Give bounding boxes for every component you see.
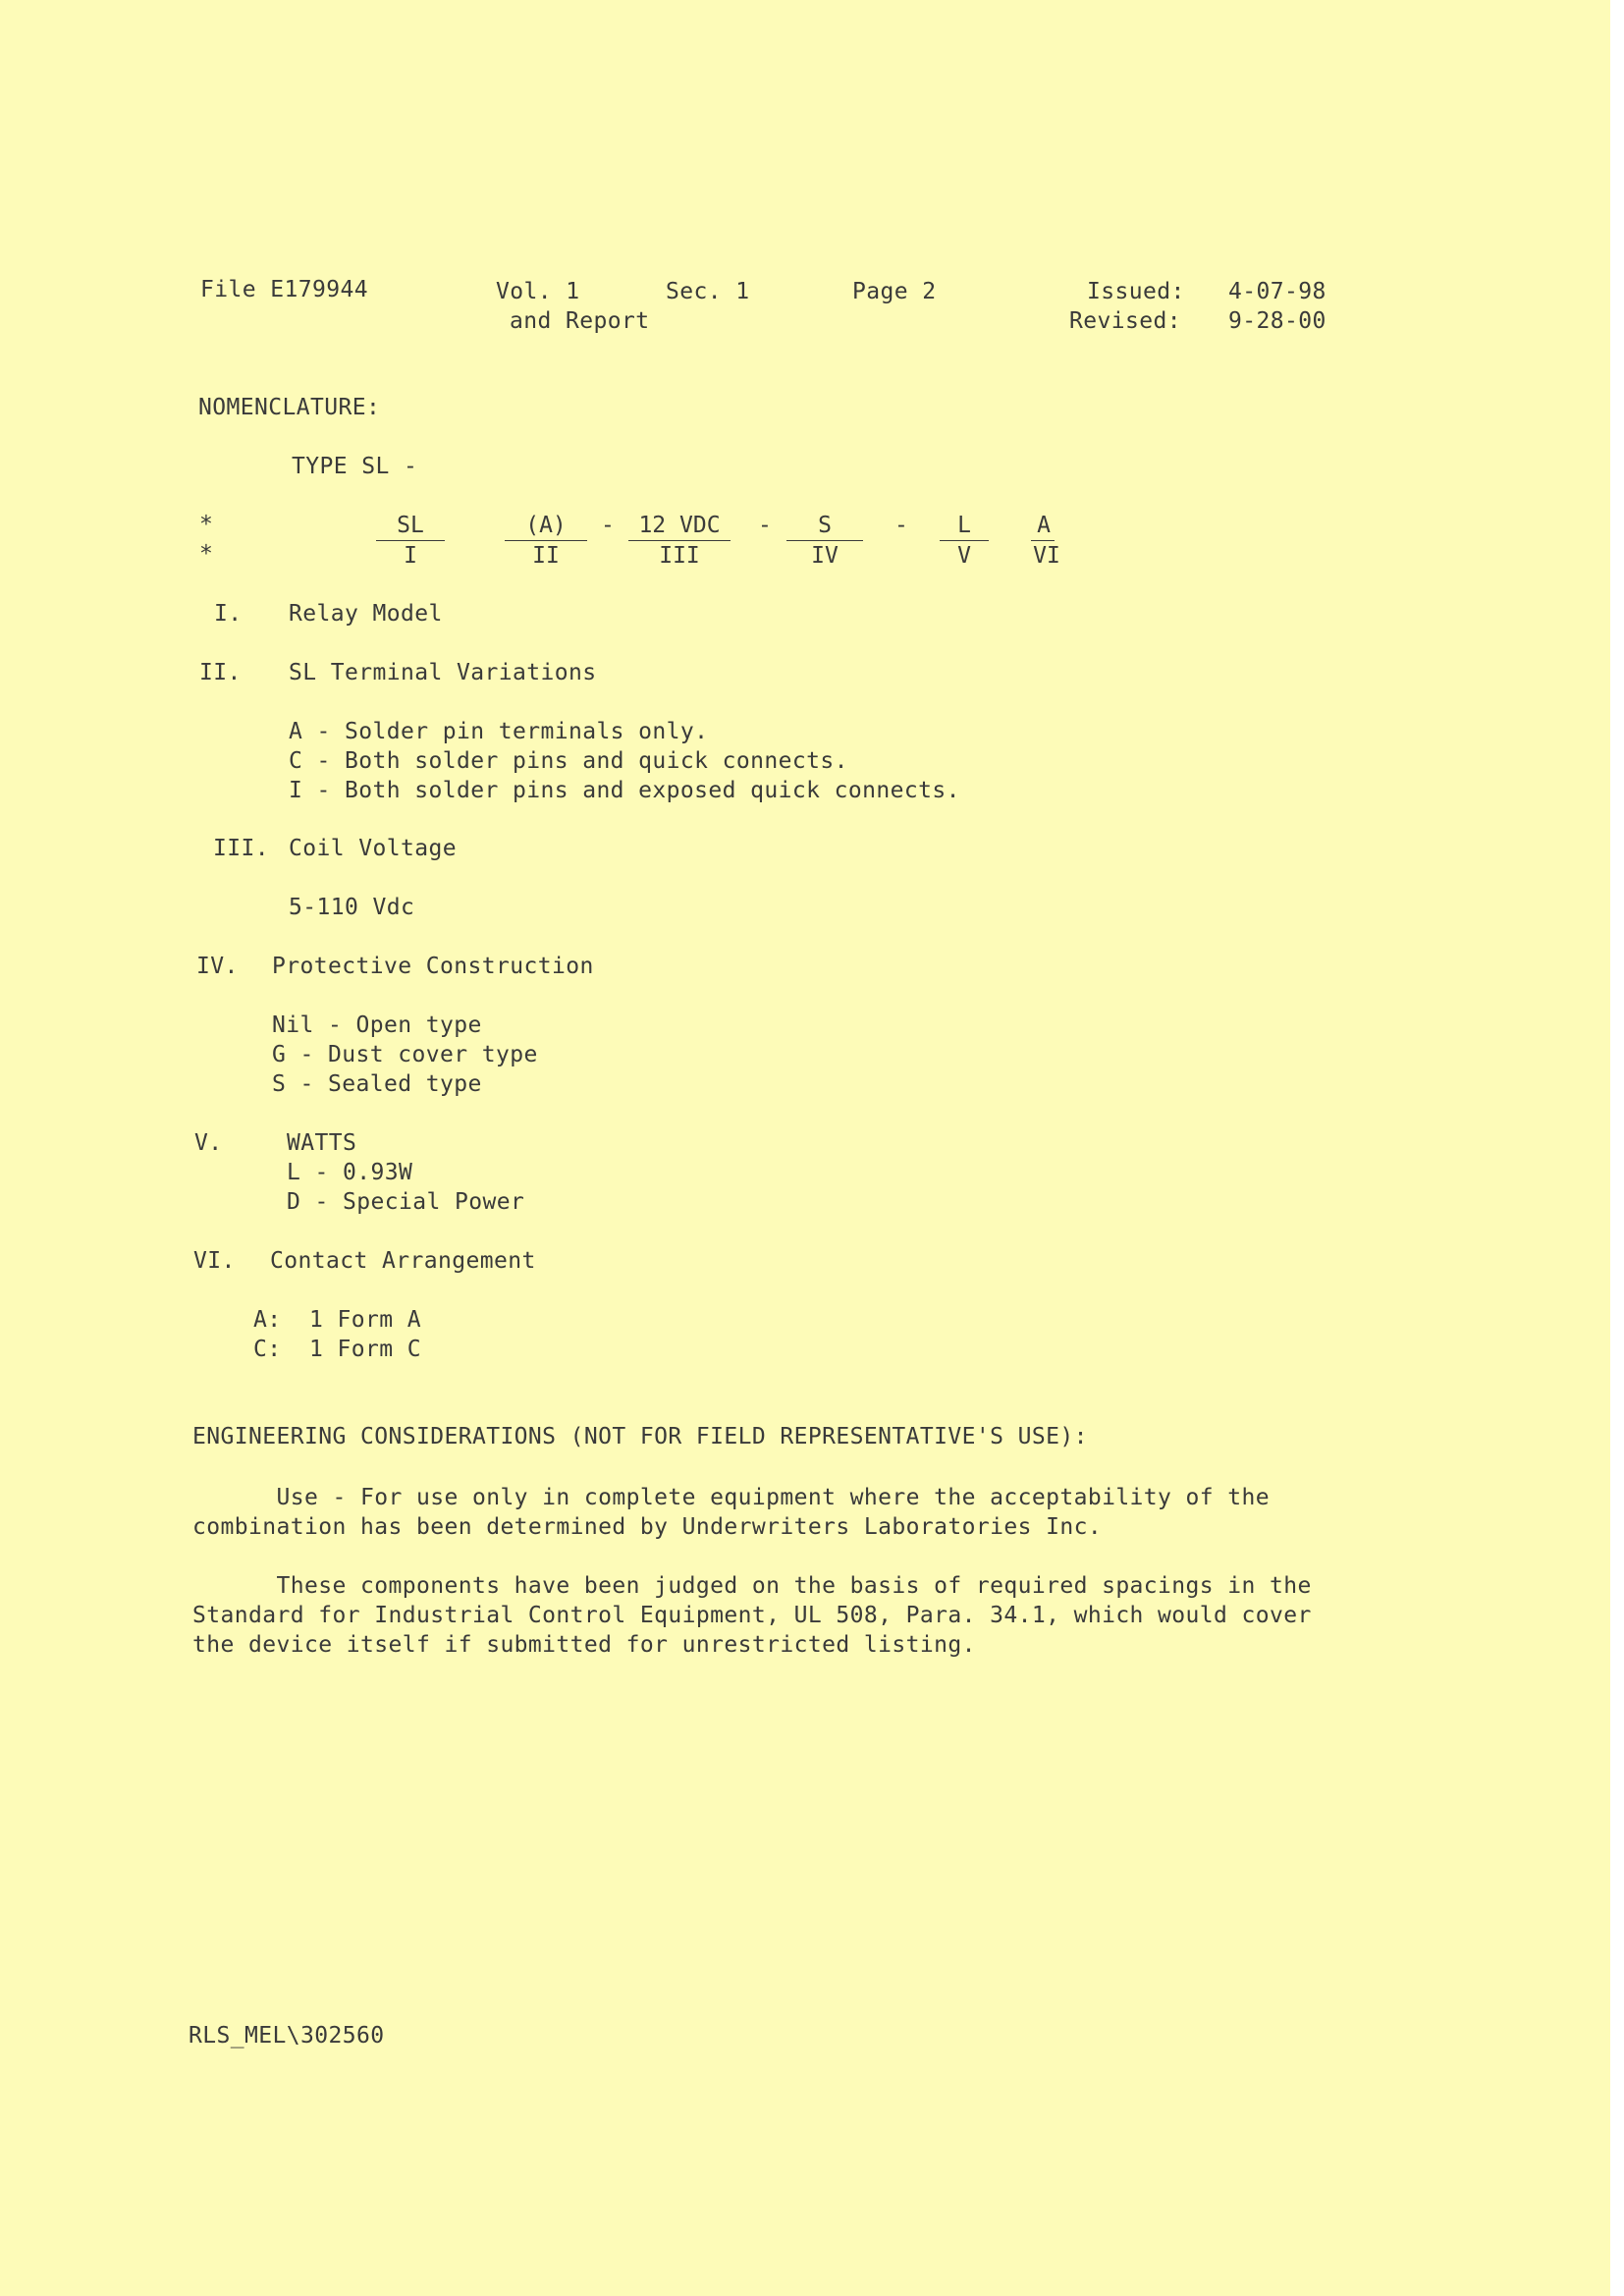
paragraph-line: These components have been judged on the basis of required spacings in the [192, 1573, 1312, 1599]
numeral-i: I [404, 543, 417, 569]
code-protection: S [818, 513, 832, 538]
revised-date: 9-28-00 [1228, 308, 1326, 334]
numeral-iv: IV [811, 543, 839, 569]
diagram-dash: - [758, 513, 773, 538]
and-report: and Report [510, 308, 650, 334]
list-item: C: 1 Form C [253, 1337, 421, 1362]
numeral-v: V [957, 543, 971, 569]
nomenclature-title: NOMENCLATURE: [198, 395, 381, 420]
list-item: A - Solder pin terminals only. [289, 719, 709, 744]
list-item: G - Dust cover type [272, 1042, 538, 1067]
file-number: File E179944 [200, 277, 368, 302]
section-numeral: IV. [196, 954, 239, 979]
use-paragraph [192, 1483, 1270, 1542]
numeral-iii: III [659, 543, 700, 569]
section-numeral: VI. [193, 1248, 236, 1274]
paragraph-line: the device itself if submitted for unrestricted listing. [192, 1632, 976, 1658]
section-title: WATTS [287, 1130, 357, 1156]
section-title: Relay Model [289, 601, 443, 627]
numeral-ii: II [532, 543, 560, 569]
list-item: A: 1 Form A [253, 1307, 421, 1333]
list-item: S - Sealed type [272, 1071, 482, 1097]
paragraph-line: Standard for Industrial Control Equipment, UL 508, Para. 34.1, which would cover [192, 1603, 1312, 1628]
diagram-star: * [199, 512, 214, 537]
list-item: I - Both solder pins and exposed quick connects. [289, 778, 960, 803]
list-item: L - 0.93W [287, 1160, 413, 1185]
section-title: Protective Construction [272, 954, 594, 979]
document-reference: RLS_MEL\302560 [189, 2023, 385, 2049]
diagram-dash: - [601, 513, 616, 538]
diagram-dash: - [894, 513, 909, 538]
code-terminal: (A) [525, 513, 567, 538]
issued-date: 4-07-98 [1228, 279, 1326, 304]
list-item: Nil - Open type [272, 1012, 482, 1038]
section-title: SL Terminal Variations [289, 660, 597, 685]
list-item: D - Special Power [287, 1189, 525, 1215]
numeral-vi: VI [1033, 543, 1060, 569]
paragraph-line: Use - For use only in complete equipment where the acceptability of the [192, 1485, 1271, 1510]
list-item: 5-110 Vdc [289, 895, 415, 920]
type-line: TYPE SL - [292, 454, 418, 479]
diagram-star: * [199, 541, 214, 567]
section-title: Contact Arrangement [270, 1248, 536, 1274]
section: Sec. 1 [666, 279, 750, 304]
list-item: C - Both solder pins and quick connects. [289, 748, 848, 774]
volume: Vol. 1 [496, 279, 580, 304]
spacings-paragraph [192, 1571, 1312, 1660]
section-numeral: V. [194, 1130, 223, 1156]
revised-label: Revised: [1069, 308, 1181, 334]
section-numeral: III. [213, 836, 269, 861]
section-numeral: I. [214, 601, 243, 627]
issued-label: Issued: [1087, 279, 1185, 304]
code-watts: L [957, 513, 971, 538]
engineering-title: ENGINEERING CONSIDERATIONS (NOT FOR FIELD REPRESENTATIVE'S USE): [192, 1424, 1088, 1449]
section-title: Coil Voltage [289, 836, 457, 861]
paragraph-line: combination has been determined by Underwriters Laboratories Inc. [192, 1514, 1103, 1540]
code-contact: A [1037, 513, 1051, 538]
code-sl: SL [397, 513, 424, 538]
page-number: Page 2 [852, 279, 937, 304]
code-voltage: 12 VDC [638, 513, 721, 538]
section-numeral: II. [199, 660, 242, 685]
